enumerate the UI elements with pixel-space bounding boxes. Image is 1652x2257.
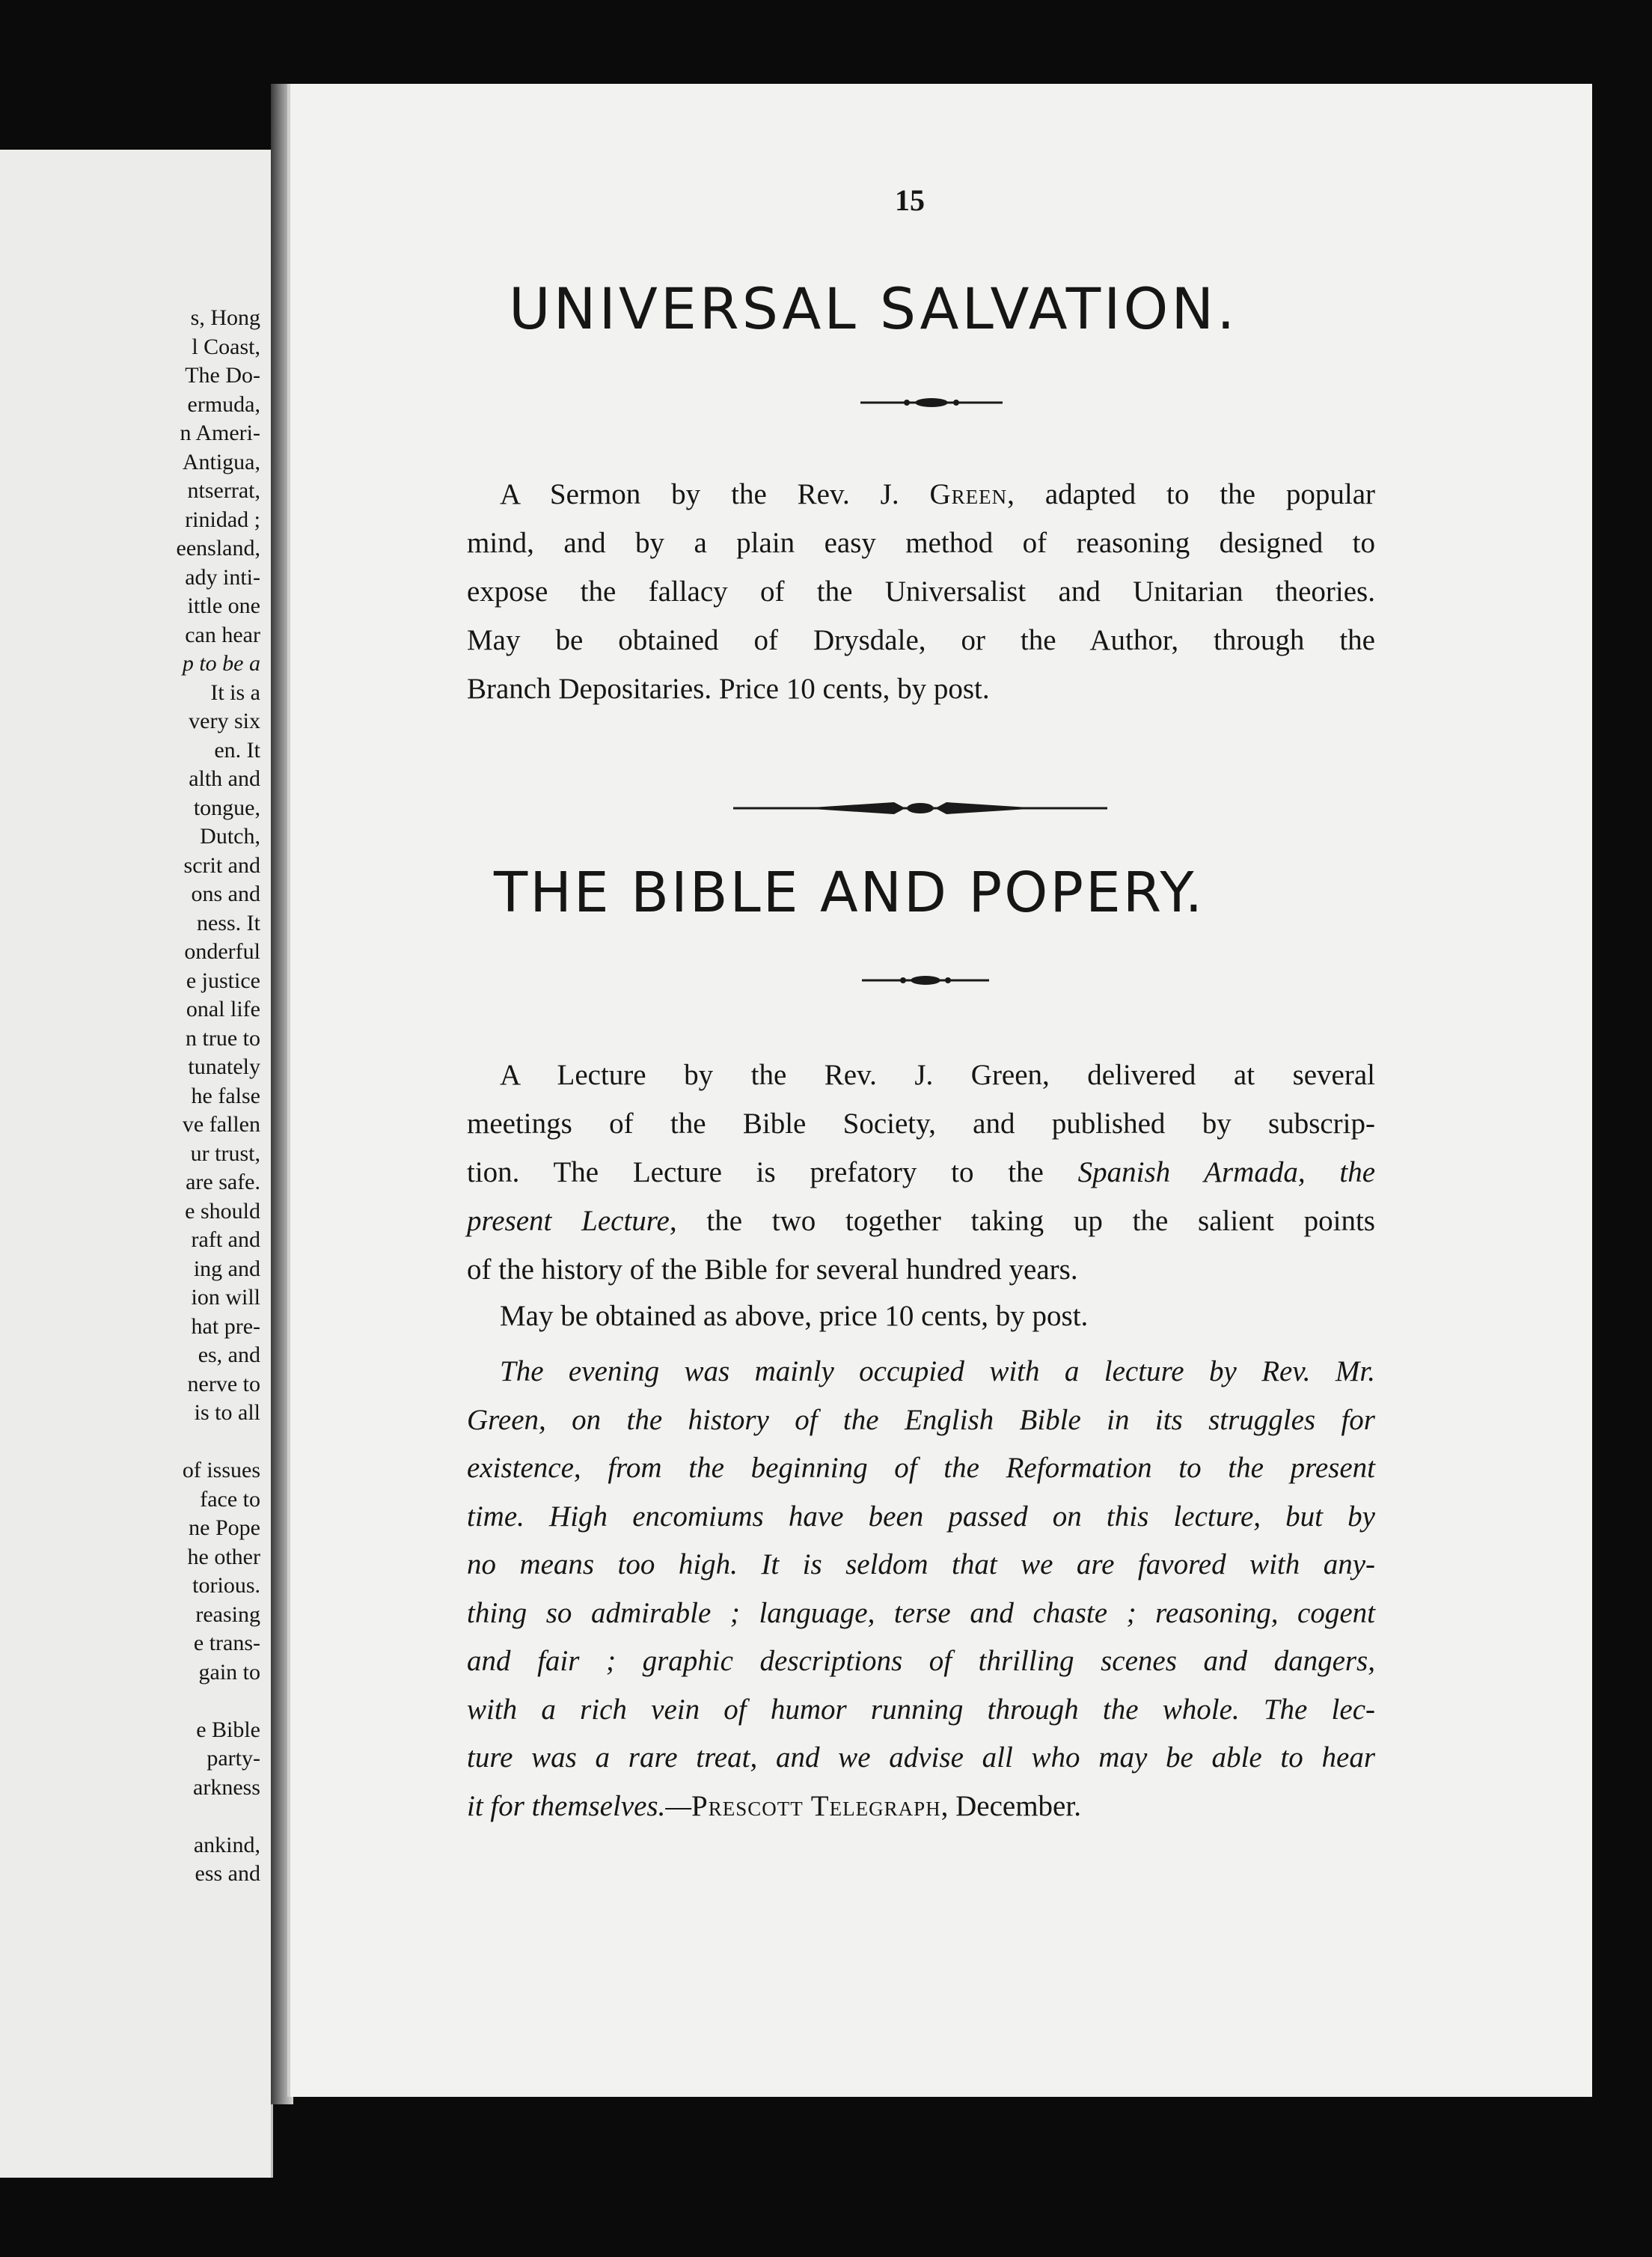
facing-page-line: ankind,	[193, 1832, 260, 1857]
review-line-1: The evening was mainly occupied with a lecture by Rev. Mr.	[500, 1355, 1375, 1387]
facing-page-line: he false	[191, 1083, 260, 1108]
facing-page-line: s, Hong	[190, 305, 260, 330]
facing-page-line: es, and	[198, 1343, 260, 1367]
facing-page-fragment	[0, 150, 273, 2178]
facing-page-line: ermuda,	[187, 391, 260, 417]
facing-page-line: torious.	[192, 1573, 260, 1598]
source-prescott-telegraph: Prescott Telegraph	[691, 1789, 941, 1822]
ornament-divider-small-1	[860, 394, 1003, 412]
facing-page-line: e justice	[186, 968, 260, 993]
facing-page-line: ne Pope	[189, 1515, 260, 1540]
facing-page-line: of issues	[182, 1458, 260, 1482]
lecture-line-3: tion. The Lecture is prefatory to the Spanish Armada, the	[467, 1156, 1376, 1188]
facing-page-line: n true to	[186, 1025, 260, 1051]
facing-page-line: nerve to	[187, 1371, 260, 1396]
facing-page-line: onal life	[186, 997, 260, 1021]
facing-page-line: he other	[187, 1544, 260, 1569]
section-title-bible-and-popery: THE BIBLE AND POPERY.	[494, 861, 1205, 925]
sermon-line-2: mind, and by a plain easy method of reasoning designed to	[467, 527, 1375, 559]
facing-page-line: ion will	[191, 1285, 260, 1310]
facing-page-line: p to be a	[182, 651, 260, 676]
facing-page-line: can hear	[185, 622, 260, 647]
facing-page-line: very six	[189, 709, 260, 733]
review-line-4: time. High encomiums have been passed on this lecture, but by	[467, 1500, 1375, 1533]
facing-page-line: scrit and	[183, 852, 260, 878]
review-line-10: it for themselves.—Prescott Telegraph, December.	[467, 1789, 1081, 1822]
price-line: May be obtained as above, price 10 cents, by post.	[500, 1300, 1089, 1332]
facing-page-line: Dutch,	[200, 824, 260, 849]
sermon-line-1: A Sermon by the Rev. J. Green, adapted to the popular	[500, 478, 1375, 510]
facing-page-line: face to	[200, 1486, 260, 1512]
lecture-line-1: A Lecture by the Rev. J. Green, delivered at several	[500, 1059, 1375, 1091]
facing-page-line: raft and	[191, 1227, 260, 1252]
facing-page-line: ittle one	[187, 593, 260, 618]
facing-page-line: ess and	[195, 1861, 260, 1886]
facing-page-line: gain to	[198, 1659, 260, 1685]
facing-page-line: The Do-	[185, 363, 260, 388]
facing-page-line: en. It	[214, 737, 260, 763]
facing-page-line: party-	[206, 1746, 260, 1771]
facing-page-line: ur trust,	[190, 1140, 260, 1166]
facing-page-line: ing and	[193, 1256, 260, 1281]
facing-page-line: Antigua,	[182, 449, 260, 474]
sermon-line-3: expose the fallacy of the Universalist and Unitarian theories.	[467, 575, 1375, 608]
review-line-7: and fair ; graphic descriptions of thrilling scenes and dangers,	[467, 1645, 1375, 1677]
sermon-line-4: May be obtained of Drysdale, or the Author, through the	[467, 624, 1375, 656]
title-spanish-armada: Spanish Armada, the	[1077, 1156, 1376, 1188]
price-note	[467, 1292, 1375, 1340]
facing-page-line: tunately	[188, 1054, 260, 1079]
review-line-8: with a rich vein of humor running through the whole. The lec-	[467, 1693, 1375, 1726]
ornament-divider-large	[733, 798, 1107, 819]
section-title-universal-salvation: UNIVERSAL SALVATION.	[509, 275, 1238, 342]
facing-page-line	[0, 1802, 260, 1831]
facing-page-line: e should	[185, 1198, 260, 1224]
facing-page-line: eensland,	[176, 536, 260, 561]
review-line-9: ture was a rare treat, and we advise all who may be able to hear	[467, 1741, 1375, 1774]
facing-page-line: onderful	[184, 939, 260, 964]
facing-page-line: ady inti-	[185, 564, 260, 590]
facing-page-line	[0, 1428, 260, 1457]
facing-page-line: n Ameri-	[180, 421, 260, 445]
review-line-2: Green, on the history of the English Bible in its struggles for	[467, 1403, 1375, 1436]
facing-page-line: It is a	[210, 679, 260, 705]
facing-page-line: are safe.	[186, 1170, 260, 1194]
facing-page-line: ons and	[191, 882, 260, 906]
facing-page-line: hat pre-	[191, 1313, 260, 1339]
facing-page-line: alth and	[189, 766, 260, 791]
review-line-3: existence, from the beginning of the Reformation to the present	[467, 1452, 1375, 1484]
lecture-line-2: meetings of the Bible Society, and published by subscrip-	[467, 1108, 1375, 1140]
review-line-5: no means too high. It is seldom that we are favored with any-	[467, 1548, 1375, 1580]
lecture-line-4: present Lecture, the two together taking up the salient points	[467, 1205, 1375, 1237]
facing-page-line: e trans-	[193, 1631, 260, 1655]
facing-page-line: l Coast,	[192, 334, 260, 359]
facing-page-line: e Bible	[196, 1717, 260, 1742]
sermon-line-5: Branch Depositaries. Price 10 cents, by post.	[467, 673, 990, 705]
review-line-6: thing so admirable ; language, terse and chaste ; reasoning, cogent	[467, 1596, 1375, 1629]
facing-page-line: ntserrat,	[187, 478, 260, 503]
facing-page-text	[0, 304, 260, 1889]
facing-page-line: tongue,	[193, 795, 260, 820]
lecture-line-5: of the history of the Bible for several hundred years.	[467, 1253, 1078, 1286]
facing-page-line: rinidad ;	[185, 507, 260, 532]
ornament-divider-small-2	[862, 971, 989, 989]
page-number: 15	[895, 183, 925, 217]
sermon-notice	[467, 470, 1375, 713]
facing-page-line: ve fallen	[182, 1112, 260, 1137]
facing-page-line: reasing	[195, 1601, 260, 1627]
facing-page-line	[0, 1687, 260, 1716]
facing-page-line: arkness	[193, 1774, 260, 1800]
facing-page-line: ness. It	[197, 910, 260, 935]
press-review	[467, 1347, 1375, 1830]
author-name-smallcaps: Green	[929, 478, 1008, 510]
lecture-notice	[467, 1051, 1375, 1294]
title-present-lecture: present Lecture,	[467, 1205, 677, 1237]
facing-page-line: is to all	[194, 1400, 260, 1425]
